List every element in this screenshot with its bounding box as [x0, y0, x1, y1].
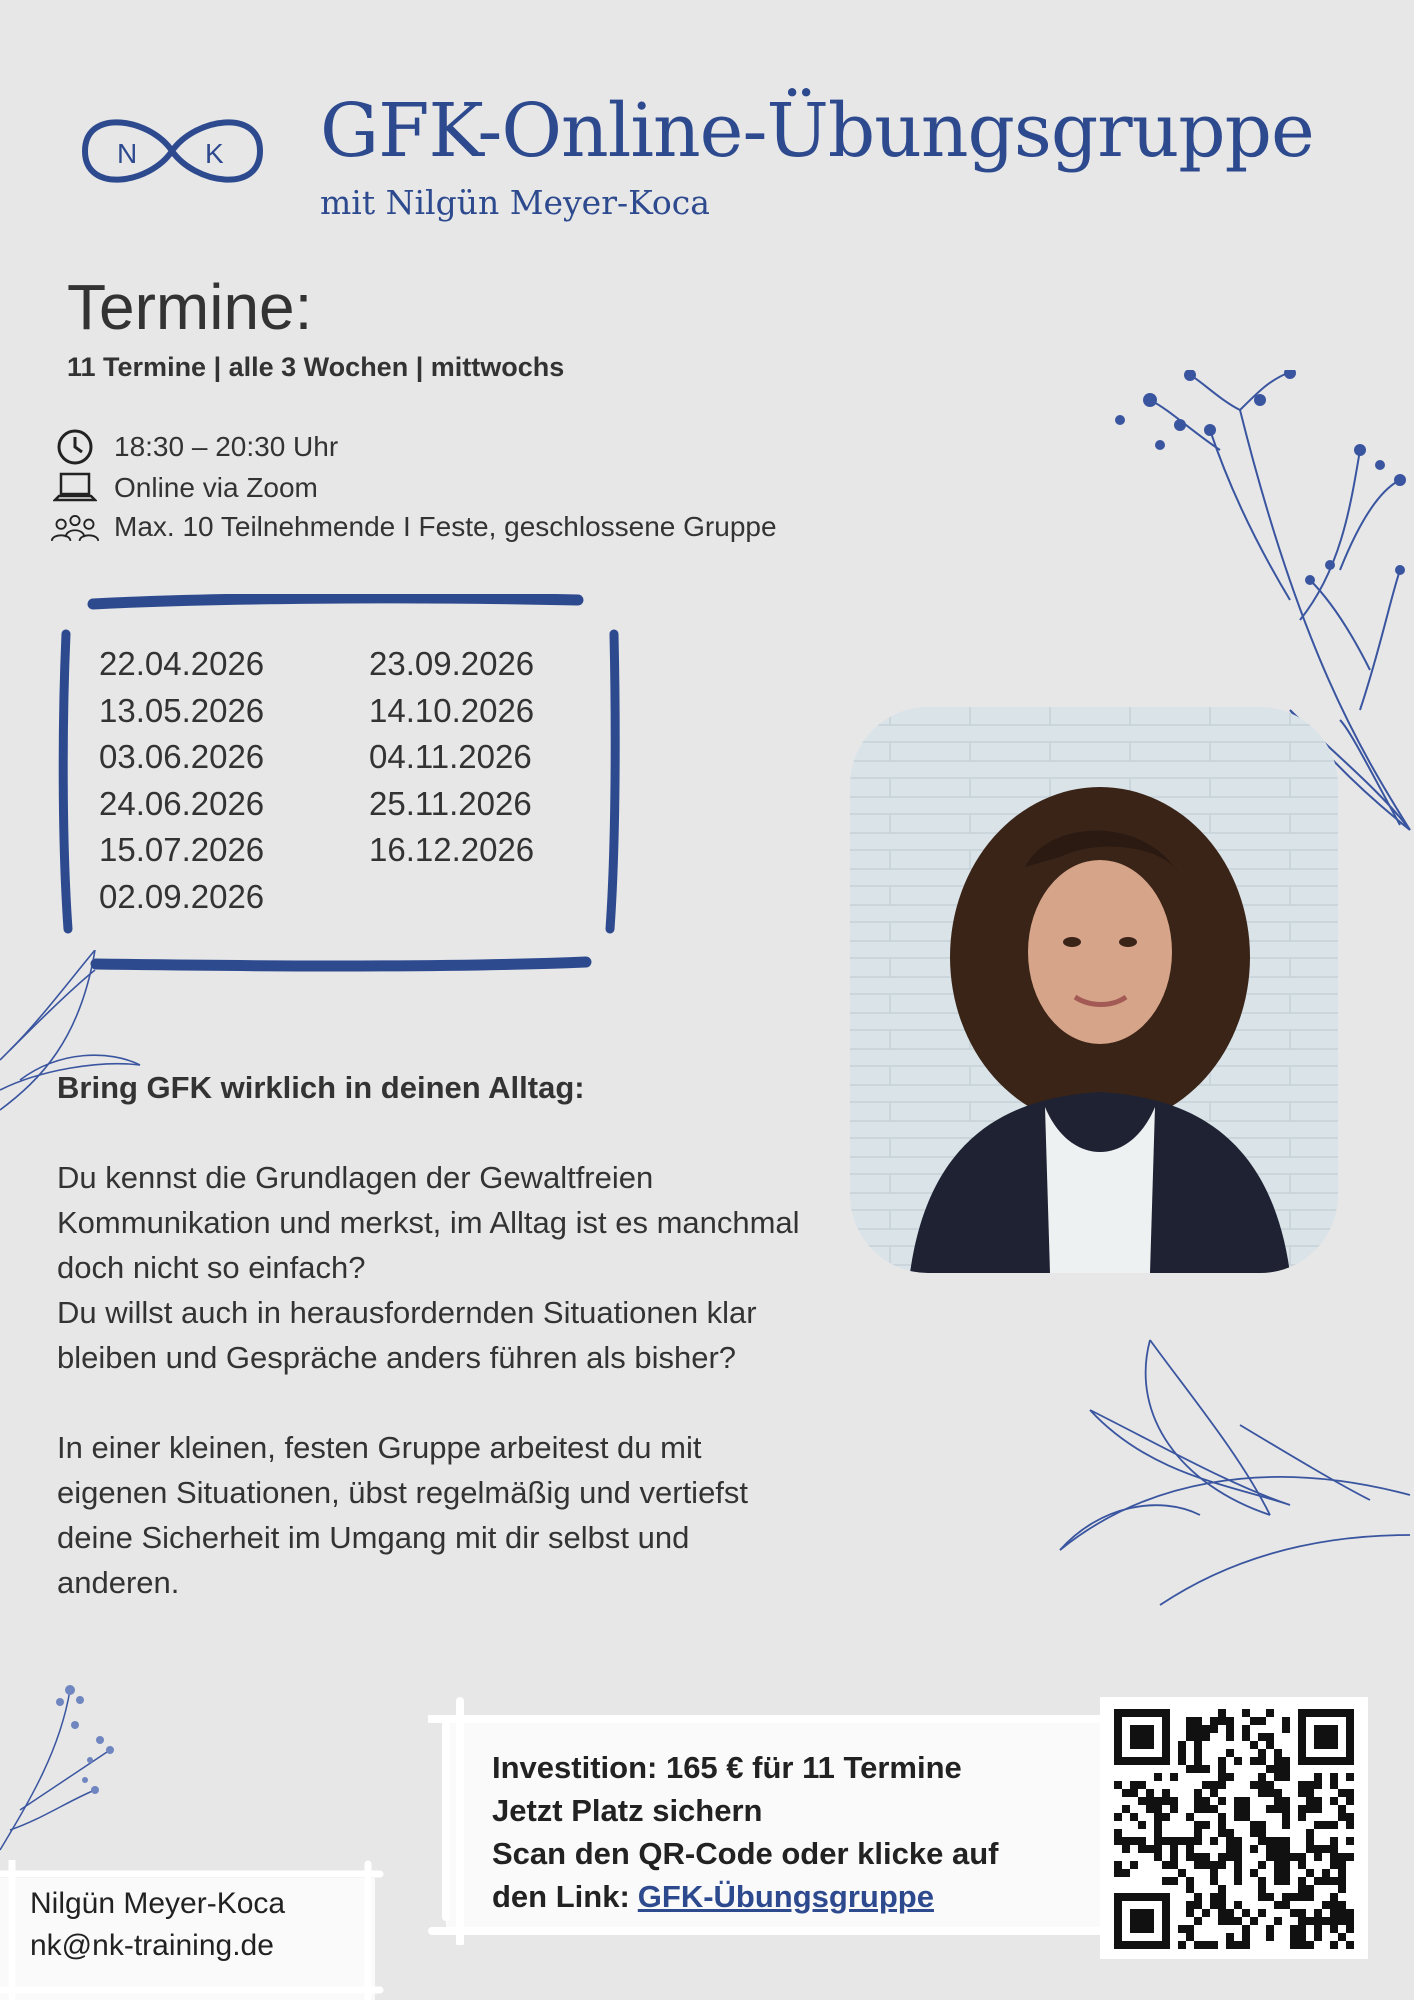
- body-line: deine Sicherheit im Umgang mit dir selbst und: [57, 1520, 690, 1555]
- contact-email[interactable]: nk@nk-training.de: [30, 1929, 274, 1962]
- date-item: 24.06.2026: [99, 784, 265, 822]
- date-item: 16.12.2026: [369, 831, 535, 868]
- clock-icon: [50, 428, 100, 466]
- date-item: 04.11.2026: [369, 738, 532, 775]
- date-item: 03.06.2026: [99, 738, 265, 775]
- termine-heading: Termine:: [67, 271, 313, 343]
- date-item: 14.10.2026: [369, 691, 535, 729]
- body-line: anderen.: [57, 1565, 180, 1600]
- termine-summary: 11 Termine | alle 3 Wochen | mittwochs: [67, 352, 565, 382]
- logo-letter-n: N: [117, 138, 138, 169]
- contact-info: [30, 1883, 285, 1967]
- body-line: Du kennst die Grundlagen der Gewaltfreien: [57, 1160, 654, 1195]
- investment-text: [492, 1746, 998, 1918]
- body-text: [57, 1065, 887, 1605]
- page-title: GFK-Online-Übungsgruppe: [320, 88, 1314, 174]
- date-item: 02.09.2026: [99, 877, 265, 915]
- date-item: 13.05.2026: [99, 691, 265, 729]
- investment-link-line: [492, 1875, 998, 1918]
- body-line: bleiben und Gespräche anders führen als bisher?: [57, 1340, 737, 1375]
- body-line: Kommunikation und merkst, im Alltag ist es manchmal: [57, 1205, 800, 1240]
- info-online-text: Online via Zoom: [114, 472, 318, 503]
- date-item: 22.04.2026: [99, 645, 265, 682]
- qr-code[interactable]: [1100, 1697, 1368, 1959]
- logo-letter-k: K: [205, 138, 224, 169]
- floral-bottom-left-decoration: [0, 1680, 130, 1860]
- leaf-right-decoration: [1040, 1335, 1414, 1610]
- date-item: 15.07.2026: [99, 831, 265, 868]
- investment-instruction: Scan den QR-Code oder klicke auf: [492, 1836, 999, 1871]
- info-row-group: [50, 508, 777, 546]
- laptop-icon: [50, 469, 100, 507]
- registration-link[interactable]: GFK-Übungsgruppe: [637, 1879, 934, 1914]
- nk-logo: [75, 98, 270, 204]
- info-row-online: [50, 469, 318, 507]
- body-lead: Bring GFK wirklich in deinen Alltag:: [57, 1070, 585, 1105]
- date-item: 25.11.2026: [369, 784, 532, 822]
- info-row-time: [50, 428, 338, 466]
- portrait-photo: [850, 707, 1338, 1273]
- info-group-text: Max. 10 Teilnehmende I Feste, geschlossene Gruppe: [114, 511, 777, 542]
- body-line: Du willst auch in herausfordernden Situationen klar: [57, 1295, 757, 1330]
- body-line: eigenen Situationen, übst regelmäßig und vertiefst: [57, 1475, 749, 1510]
- page-subtitle: mit Nilgün Meyer-Koca: [320, 183, 710, 222]
- investment-cta: Jetzt Platz sichern: [492, 1793, 763, 1828]
- body-line: In einer kleinen, festen Gruppe arbeitest du mit: [57, 1430, 702, 1465]
- investment-price: Investition: 165 € für 11 Termine: [492, 1750, 962, 1785]
- dates-column-right: [369, 645, 534, 878]
- group-icon: [50, 508, 100, 546]
- info-time-text: 18:30 – 20:30 Uhr: [114, 431, 339, 462]
- body-line: doch nicht so einfach?: [57, 1250, 366, 1285]
- contact-name: Nilgün Meyer-Koca: [30, 1887, 286, 1920]
- investment-link-prefix: den Link:: [492, 1879, 630, 1914]
- date-item: 23.09.2026: [369, 645, 535, 682]
- dates-column-left: [99, 645, 264, 924]
